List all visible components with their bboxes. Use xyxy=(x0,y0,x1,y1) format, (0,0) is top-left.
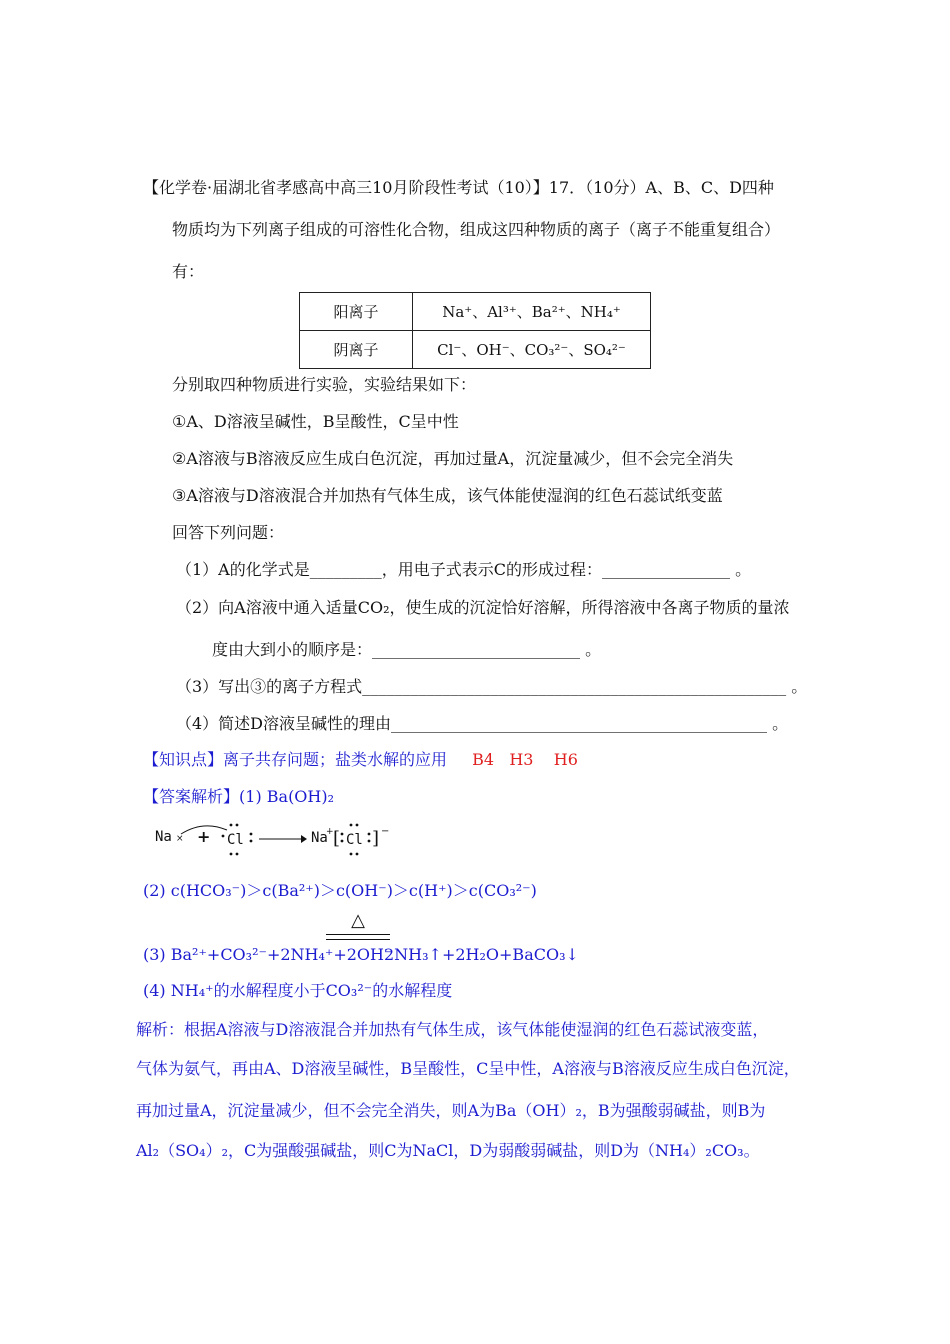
product-na: Na xyxy=(311,830,328,846)
product-cl: Cl xyxy=(346,832,363,848)
question-3: （3）写出③的离子方程式_____________________________________________________ 。 xyxy=(176,677,808,696)
analysis-line-3: 再加过量A，沉淀量减少，但不会完全消失，则A为Ba（OH）₂，B为强酸弱碱盐，则B为 xyxy=(136,1101,766,1120)
answer-analysis-header xyxy=(143,787,334,807)
formation-arrowhead xyxy=(301,835,307,843)
equals-line-top xyxy=(326,934,390,935)
experiment-result-2: ②A溶液与B溶液反应生成白色沉淀，再加过量A，沉淀量减少，但不会完全消失 xyxy=(172,449,734,468)
answer-2: (2) c(HCO₃⁻)＞c(Ba²⁺)＞c(OH⁻)＞c(H⁺)＞c(CO₃²⁻) xyxy=(143,881,537,900)
analysis-line-4: Al₂（SO₄）₂，C为强酸强碱盐，则C为NaCl，D为弱酸弱碱盐，则D为（NH₄）₂CO₃。 xyxy=(136,1141,760,1160)
cl-atom: Cl xyxy=(227,832,244,848)
chloride-charge: − xyxy=(381,826,390,837)
problem-intro-line3: 有： xyxy=(172,262,205,281)
experiment-result-3: ③A溶液与D溶液混合并加热有气体生成，该气体能使湿润的红色石蕊试纸变蓝 xyxy=(172,486,723,505)
problem-header: 【化学卷·届湖北省孝感高中高三10月阶段性考试（10）】17．（10分）A、B、C、D四种 xyxy=(143,178,774,197)
analysis-line-2: 气体为氨气，再由A、D溶液呈碱性，B呈酸性，C呈中性，A溶液与B溶液反应生成白色沉淀， xyxy=(136,1059,800,1078)
reaction-condition xyxy=(326,912,390,942)
knowledge-label: 【知识点】 xyxy=(143,750,224,769)
answer-label: 【答案解析】 xyxy=(143,787,240,806)
ion-table xyxy=(299,292,651,369)
answer-4: (4) NH₄⁺的水解程度小于CO₃²⁻的水解程度 xyxy=(143,981,453,1000)
plus-sign: + xyxy=(197,827,211,846)
experiment-intro: 分别取四种物质进行实验，实验结果如下： xyxy=(172,375,477,394)
right-bracket: ] xyxy=(372,828,380,849)
cation-label: 阳离子 xyxy=(300,293,413,331)
question-2-line1: （2）向A溶液中通入适量CO₂，使生成的沉淀恰好溶解，所得溶液中各离子物质的量浓 xyxy=(176,598,790,617)
answer-3-right: 2NH₃↑+2H₂O+BaCO₃↓ xyxy=(384,945,579,964)
anion-label: 阴离子 xyxy=(300,331,413,369)
equals-line-bottom xyxy=(326,939,390,940)
electron-formula-diagram xyxy=(155,816,395,858)
knowledge-codes: B4 H3 H6 xyxy=(472,750,578,769)
question-2-line2: 度由大到小的顺序是：__________________________ 。 xyxy=(212,640,602,659)
analysis-line-1: 解析：根据A溶液与D溶液混合并加热有气体生成，该气体能使湿润的红色石蕊试液变蓝， xyxy=(136,1020,769,1039)
question-4: （4）简述D溶液呈碱性的理由_______________________________________________ 。 xyxy=(176,714,789,733)
product-na-charge: + xyxy=(326,827,334,837)
answer-prompt: 回答下列问题： xyxy=(172,523,285,542)
knowledge-text: 离子共存问题；盐类水解的应用 xyxy=(223,750,448,769)
problem-intro-line2: 物质均为下列离子组成的可溶性化合物，组成这四种物质的离子（离子不能重复组合） xyxy=(172,220,781,239)
heat-symbol: △ xyxy=(351,910,365,931)
na-electron-cross: × xyxy=(176,834,184,844)
na-atom: Na xyxy=(155,829,172,845)
answer-1: (1) Ba(OH)₂ xyxy=(239,787,335,806)
cation-values: Na⁺、Al³⁺、Ba²⁺、NH₄⁺ xyxy=(413,293,651,331)
experiment-result-1: ①A、D溶液呈碱性，B呈酸性，C呈中性 xyxy=(172,412,459,431)
left-bracket: [ xyxy=(333,828,341,849)
knowledge-point xyxy=(143,750,578,770)
question-1: （1）A的化学式是_________，用电子式表示C的形成过程：________________ 。 xyxy=(176,560,752,579)
answer-3-left: (3) Ba²⁺+CO₃²⁻+2NH₄⁺+2OH⁻ xyxy=(143,945,393,964)
cation-row xyxy=(300,293,651,331)
anion-row xyxy=(300,331,651,369)
anion-values: Cl⁻、OH⁻、CO₃²⁻、SO₄²⁻ xyxy=(413,331,651,369)
